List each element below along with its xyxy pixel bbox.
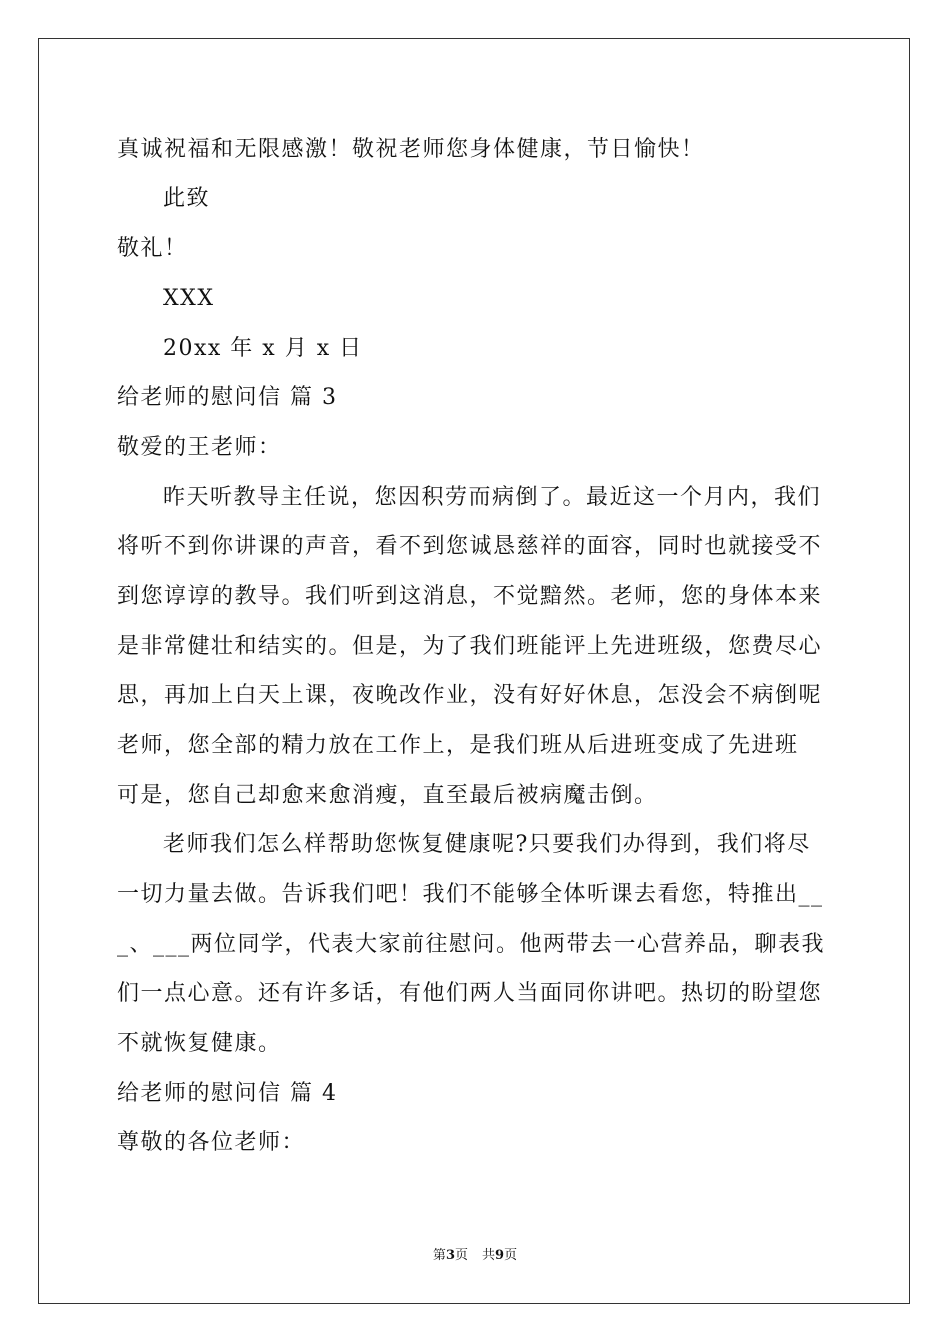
page-footer	[0, 1247, 950, 1265]
letter-greeting: 敬爱的王老师：	[117, 435, 282, 460]
text-line: 可是，您自己却愈来愈消瘦，直至最后被病魔击倒。	[117, 783, 658, 808]
text-line: 将听不到你讲课的声音，看不到您诚恳慈祥的面容，同时也就接受不	[117, 534, 823, 559]
page-number: 3	[445, 1248, 455, 1263]
page-border	[38, 38, 910, 1304]
total-pages: 9	[495, 1248, 505, 1263]
page-label-suffix: 页	[454, 1248, 468, 1263]
text-line: 老师，您全部的精力放在工作上，是我们班从后进班变成了先进班	[117, 733, 799, 758]
section-title: 给老师的慰问信 篇 4	[117, 1081, 338, 1106]
total-label-suffix: 页	[504, 1248, 518, 1263]
text-line: 昨天听教导主任说，您因积劳而病倒了。最近这一个月内，我们	[163, 485, 822, 510]
text-line: _、___两位同学，代表大家前往慰问。他两带去一心营养品，聊表我	[117, 932, 826, 957]
text-line: 思，再加上白天上课，夜晚改作业，没有好好休息，怎没会不病倒呢	[117, 683, 823, 708]
text-line: 不就恢复健康。	[117, 1031, 282, 1056]
section-title: 给老师的慰问信 篇 3	[117, 385, 338, 410]
signature: XXX	[163, 286, 215, 311]
total-label-prefix: 共	[482, 1248, 496, 1263]
text-line: 到您谆谆的教导。我们听到这消息，不觉黯然。老师，您的身体本来	[117, 584, 823, 609]
text-line: 真诚祝福和无限感激！敬祝老师您身体健康，节日愉快！	[117, 137, 705, 162]
closing-salutation: 此致	[163, 186, 211, 211]
letter-greeting: 尊敬的各位老师：	[117, 1130, 306, 1155]
text-line: 是非常健壮和结实的。但是，为了我们班能评上先进班级，您费尽心	[117, 634, 823, 659]
closing-regards: 敬礼！	[117, 236, 188, 261]
text-line: 一切力量去做。告诉我们吧！我们不能够全体听课去看您，特推出__	[117, 882, 824, 907]
letter-date: 20xx 年 x 月 x 日	[163, 336, 363, 361]
page-label-prefix: 第	[432, 1248, 446, 1263]
text-line: 们一点心意。还有许多话，有他们两人当面同你讲吧。热切的盼望您	[117, 981, 823, 1006]
text-line: 老师我们怎么样帮助您恢复健康呢?只要我们办得到，我们将尽	[163, 832, 811, 857]
